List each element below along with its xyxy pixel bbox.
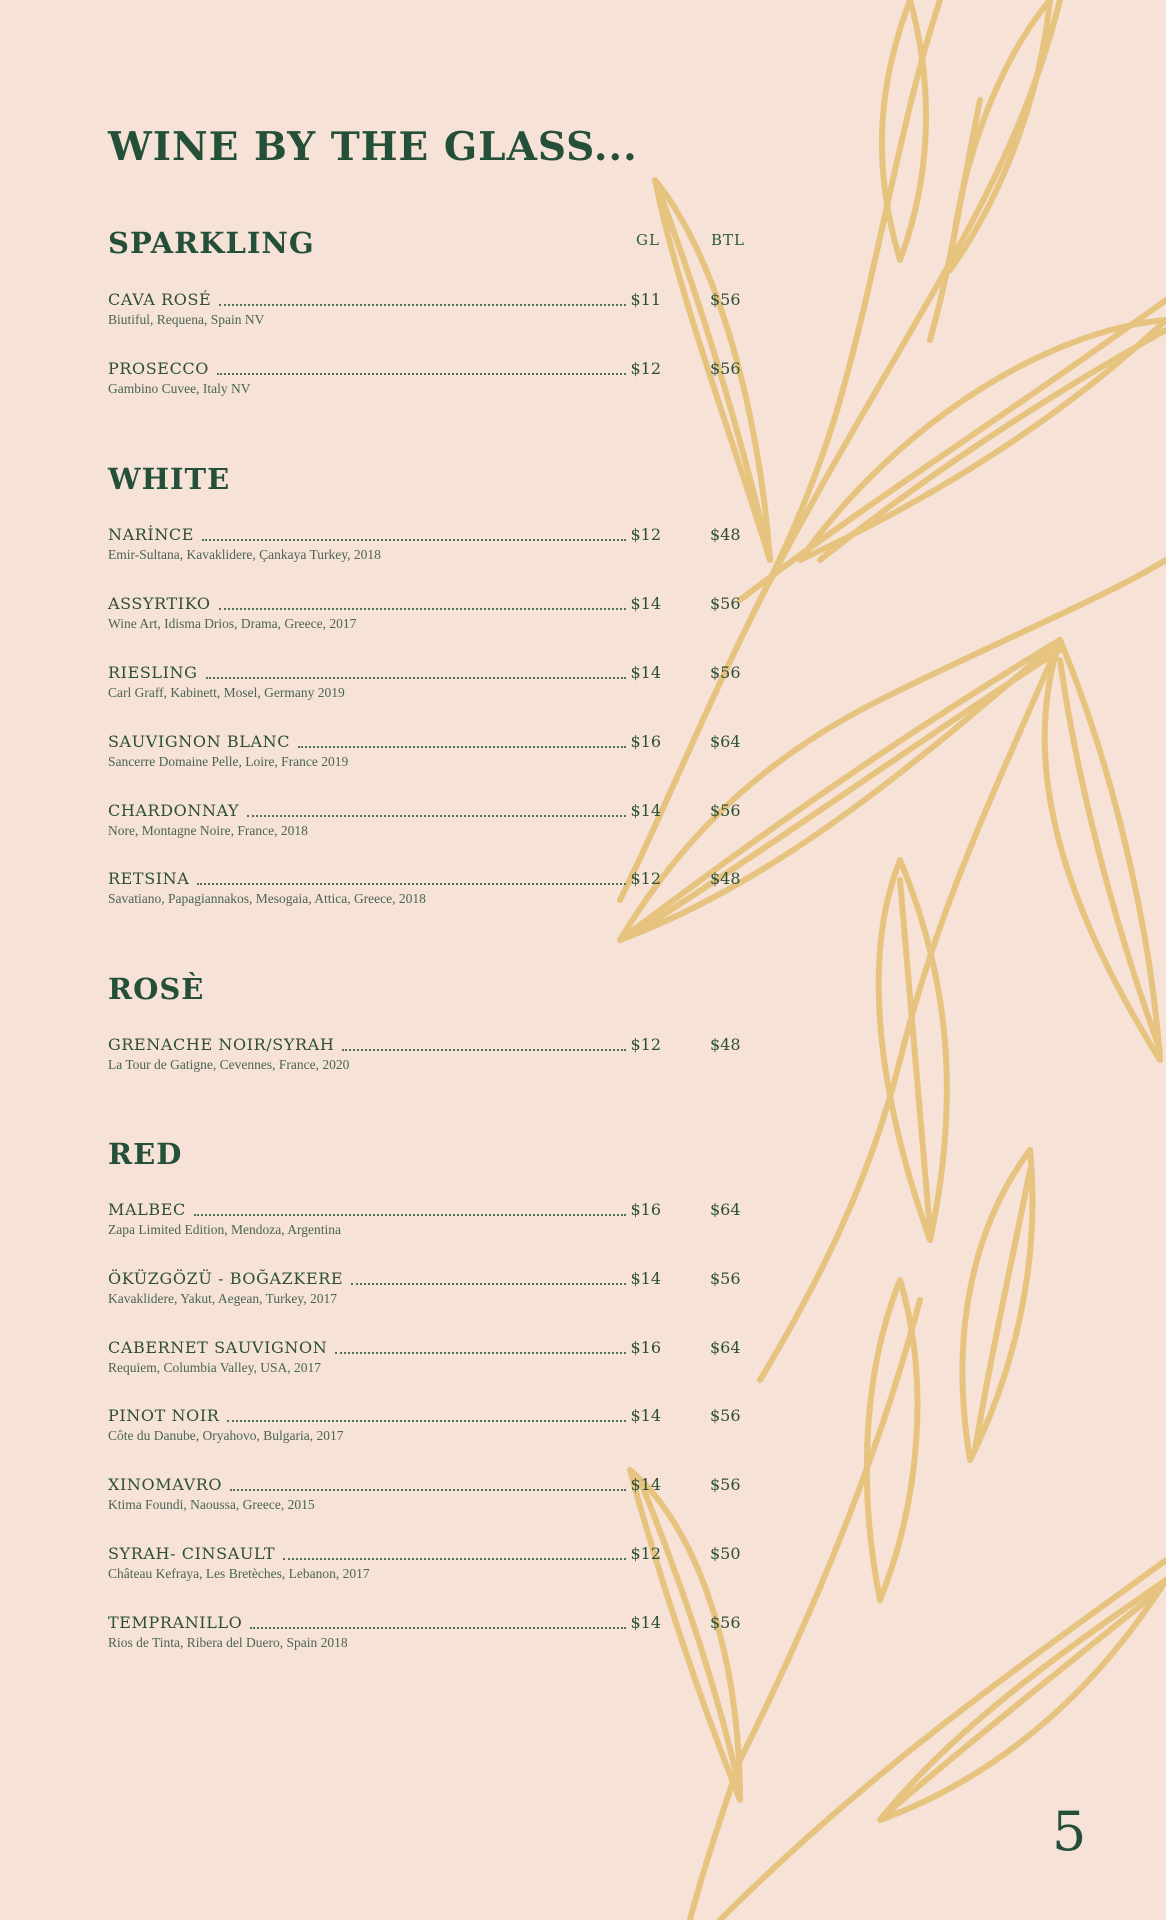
wine-item xyxy=(108,1406,748,1454)
dot-leader xyxy=(197,869,626,885)
wine-description: Carl Graff, Kabinett, Mosel, Germany 2019 xyxy=(108,685,345,700)
wine-name: TEMPRANILLO xyxy=(108,1613,243,1632)
section-title-sparkling: SPARKLING xyxy=(108,226,315,260)
wine-name: MALBEC xyxy=(108,1200,186,1219)
wine-name: SYRAH- CINSAULT xyxy=(108,1544,276,1563)
glass-price: $16 xyxy=(630,1200,661,1219)
wine-item xyxy=(108,1613,748,1661)
glass-price: $14 xyxy=(630,594,661,613)
bottle-price: $56 xyxy=(710,1475,741,1494)
glass-price: $12 xyxy=(630,1544,661,1563)
bottle-price: $56 xyxy=(710,801,741,820)
bottle-price: $48 xyxy=(710,525,741,544)
wine-description: Biutiful, Requena, Spain NV xyxy=(108,312,265,327)
wine-name: XINOMAVRO xyxy=(108,1475,223,1494)
dot-leader xyxy=(335,1338,626,1354)
wine-name: RETSINA xyxy=(108,869,190,888)
wine-description: Emir-Sultana, Kavaklidere, Çankaya Turkey, 2018 xyxy=(108,547,381,562)
wine-description: Sancerre Domaine Pelle, Loire, France 2019 xyxy=(108,754,349,769)
column-header-btl: BTL xyxy=(711,231,745,249)
bottle-price: $48 xyxy=(710,1035,741,1054)
wine-item xyxy=(108,1544,748,1592)
wine-name: PINOT NOIR xyxy=(108,1406,220,1425)
page-number: 5 xyxy=(1052,1800,1087,1863)
dot-leader xyxy=(247,801,626,817)
glass-price: $12 xyxy=(630,525,661,544)
bottle-price: $56 xyxy=(710,594,741,613)
glass-price: $14 xyxy=(630,1269,661,1288)
wine-description: Nore, Montagne Noire, France, 2018 xyxy=(108,823,308,838)
wine-name: ÖKÜZGÖZÜ - BOĞAZKERE xyxy=(108,1269,344,1288)
wine-name: NARİNCE xyxy=(108,525,195,544)
bottle-price: $56 xyxy=(710,1269,741,1288)
dot-leader xyxy=(342,1035,626,1051)
wine-item xyxy=(108,1035,748,1083)
wine-item xyxy=(108,525,748,573)
glass-price: $12 xyxy=(630,359,661,378)
page-title: WINE BY THE GLASS... xyxy=(108,124,638,170)
wine-item xyxy=(108,1338,748,1386)
wine-item xyxy=(108,290,748,338)
dot-leader xyxy=(250,1613,626,1629)
dot-leader xyxy=(194,1200,627,1216)
wine-description: Savatiano, Papagiannakos, Mesogaia, Attica, Greece, 2018 xyxy=(108,891,426,906)
column-header-gl: GL xyxy=(636,231,660,249)
wine-name: ASSYRTIKO xyxy=(108,594,211,613)
wine-description: Rios de Tinta, Ribera del Duero, Spain 2018 xyxy=(108,1635,348,1650)
wine-description: Requiem, Columbia Valley, USA, 2017 xyxy=(108,1360,321,1375)
glass-price: $14 xyxy=(630,801,661,820)
bottle-price: $56 xyxy=(710,1613,741,1632)
dot-leader xyxy=(219,290,626,306)
dot-leader xyxy=(298,732,626,748)
wine-item xyxy=(108,801,748,849)
wine-item xyxy=(108,869,748,917)
wine-item xyxy=(108,1200,748,1248)
wine-item xyxy=(108,594,748,642)
dot-leader xyxy=(202,525,626,541)
wine-description: Côte du Danube, Oryahovo, Bulgaria, 2017 xyxy=(108,1428,344,1443)
section-title-rose: ROSÈ xyxy=(108,972,205,1006)
wine-item xyxy=(108,359,748,407)
wine-item xyxy=(108,1269,748,1317)
section-title-red: RED xyxy=(108,1137,183,1171)
wine-item xyxy=(108,1475,748,1523)
dot-leader xyxy=(230,1475,626,1491)
wine-description: Kavaklidere, Yakut, Aegean, Turkey, 2017 xyxy=(108,1291,337,1306)
glass-price: $12 xyxy=(630,869,661,888)
glass-price: $16 xyxy=(630,1338,661,1357)
bottle-price: $64 xyxy=(710,1200,741,1219)
bottle-price: $56 xyxy=(710,1406,741,1425)
bottle-price: $64 xyxy=(710,732,741,751)
wine-description: Château Kefraya, Les Bretèches, Lebanon, 2017 xyxy=(108,1566,370,1581)
dot-leader xyxy=(217,359,626,375)
wine-description: Ktima Foundi, Naoussa, Greece, 2015 xyxy=(108,1497,315,1512)
wine-name: PROSECCO xyxy=(108,359,209,378)
dot-leader xyxy=(351,1269,626,1285)
glass-price: $16 xyxy=(630,732,661,751)
glass-price: $14 xyxy=(630,1475,661,1494)
wine-description: Zapa Limited Edition, Mendoza, Argentina xyxy=(108,1222,341,1237)
wine-name: GRENACHE NOIR/SYRAH xyxy=(108,1035,335,1054)
section-title-white: WHITE xyxy=(108,462,231,496)
wine-item xyxy=(108,663,748,711)
glass-price: $14 xyxy=(630,1406,661,1425)
dot-leader xyxy=(219,594,627,610)
wine-name: CABERNET SAUVIGNON xyxy=(108,1338,328,1357)
wine-description: La Tour de Gatigne, Cevennes, France, 2020 xyxy=(108,1057,350,1072)
bottle-price: $56 xyxy=(710,290,741,309)
wine-name: SAUVIGNON BLANC xyxy=(108,732,291,751)
bottle-price: $56 xyxy=(710,663,741,682)
wine-item xyxy=(108,732,748,780)
wine-name: RIESLING xyxy=(108,663,198,682)
bottle-price: $50 xyxy=(710,1544,741,1563)
wine-description: Gambino Cuvee, Italy NV xyxy=(108,381,251,396)
wine-description: Wine Art, Idisma Drios, Drama, Greece, 2017 xyxy=(108,616,357,631)
bottle-price: $48 xyxy=(710,869,741,888)
glass-price: $14 xyxy=(630,1613,661,1632)
bottle-price: $64 xyxy=(710,1338,741,1357)
wine-name: CAVA ROSÉ xyxy=(108,290,212,309)
glass-price: $14 xyxy=(630,663,661,682)
dot-leader xyxy=(283,1544,626,1560)
dot-leader xyxy=(206,663,627,679)
bottle-price: $56 xyxy=(710,359,741,378)
glass-price: $12 xyxy=(630,1035,661,1054)
glass-price: $11 xyxy=(630,290,661,309)
wine-name: CHARDONNAY xyxy=(108,801,240,820)
dot-leader xyxy=(227,1406,626,1422)
